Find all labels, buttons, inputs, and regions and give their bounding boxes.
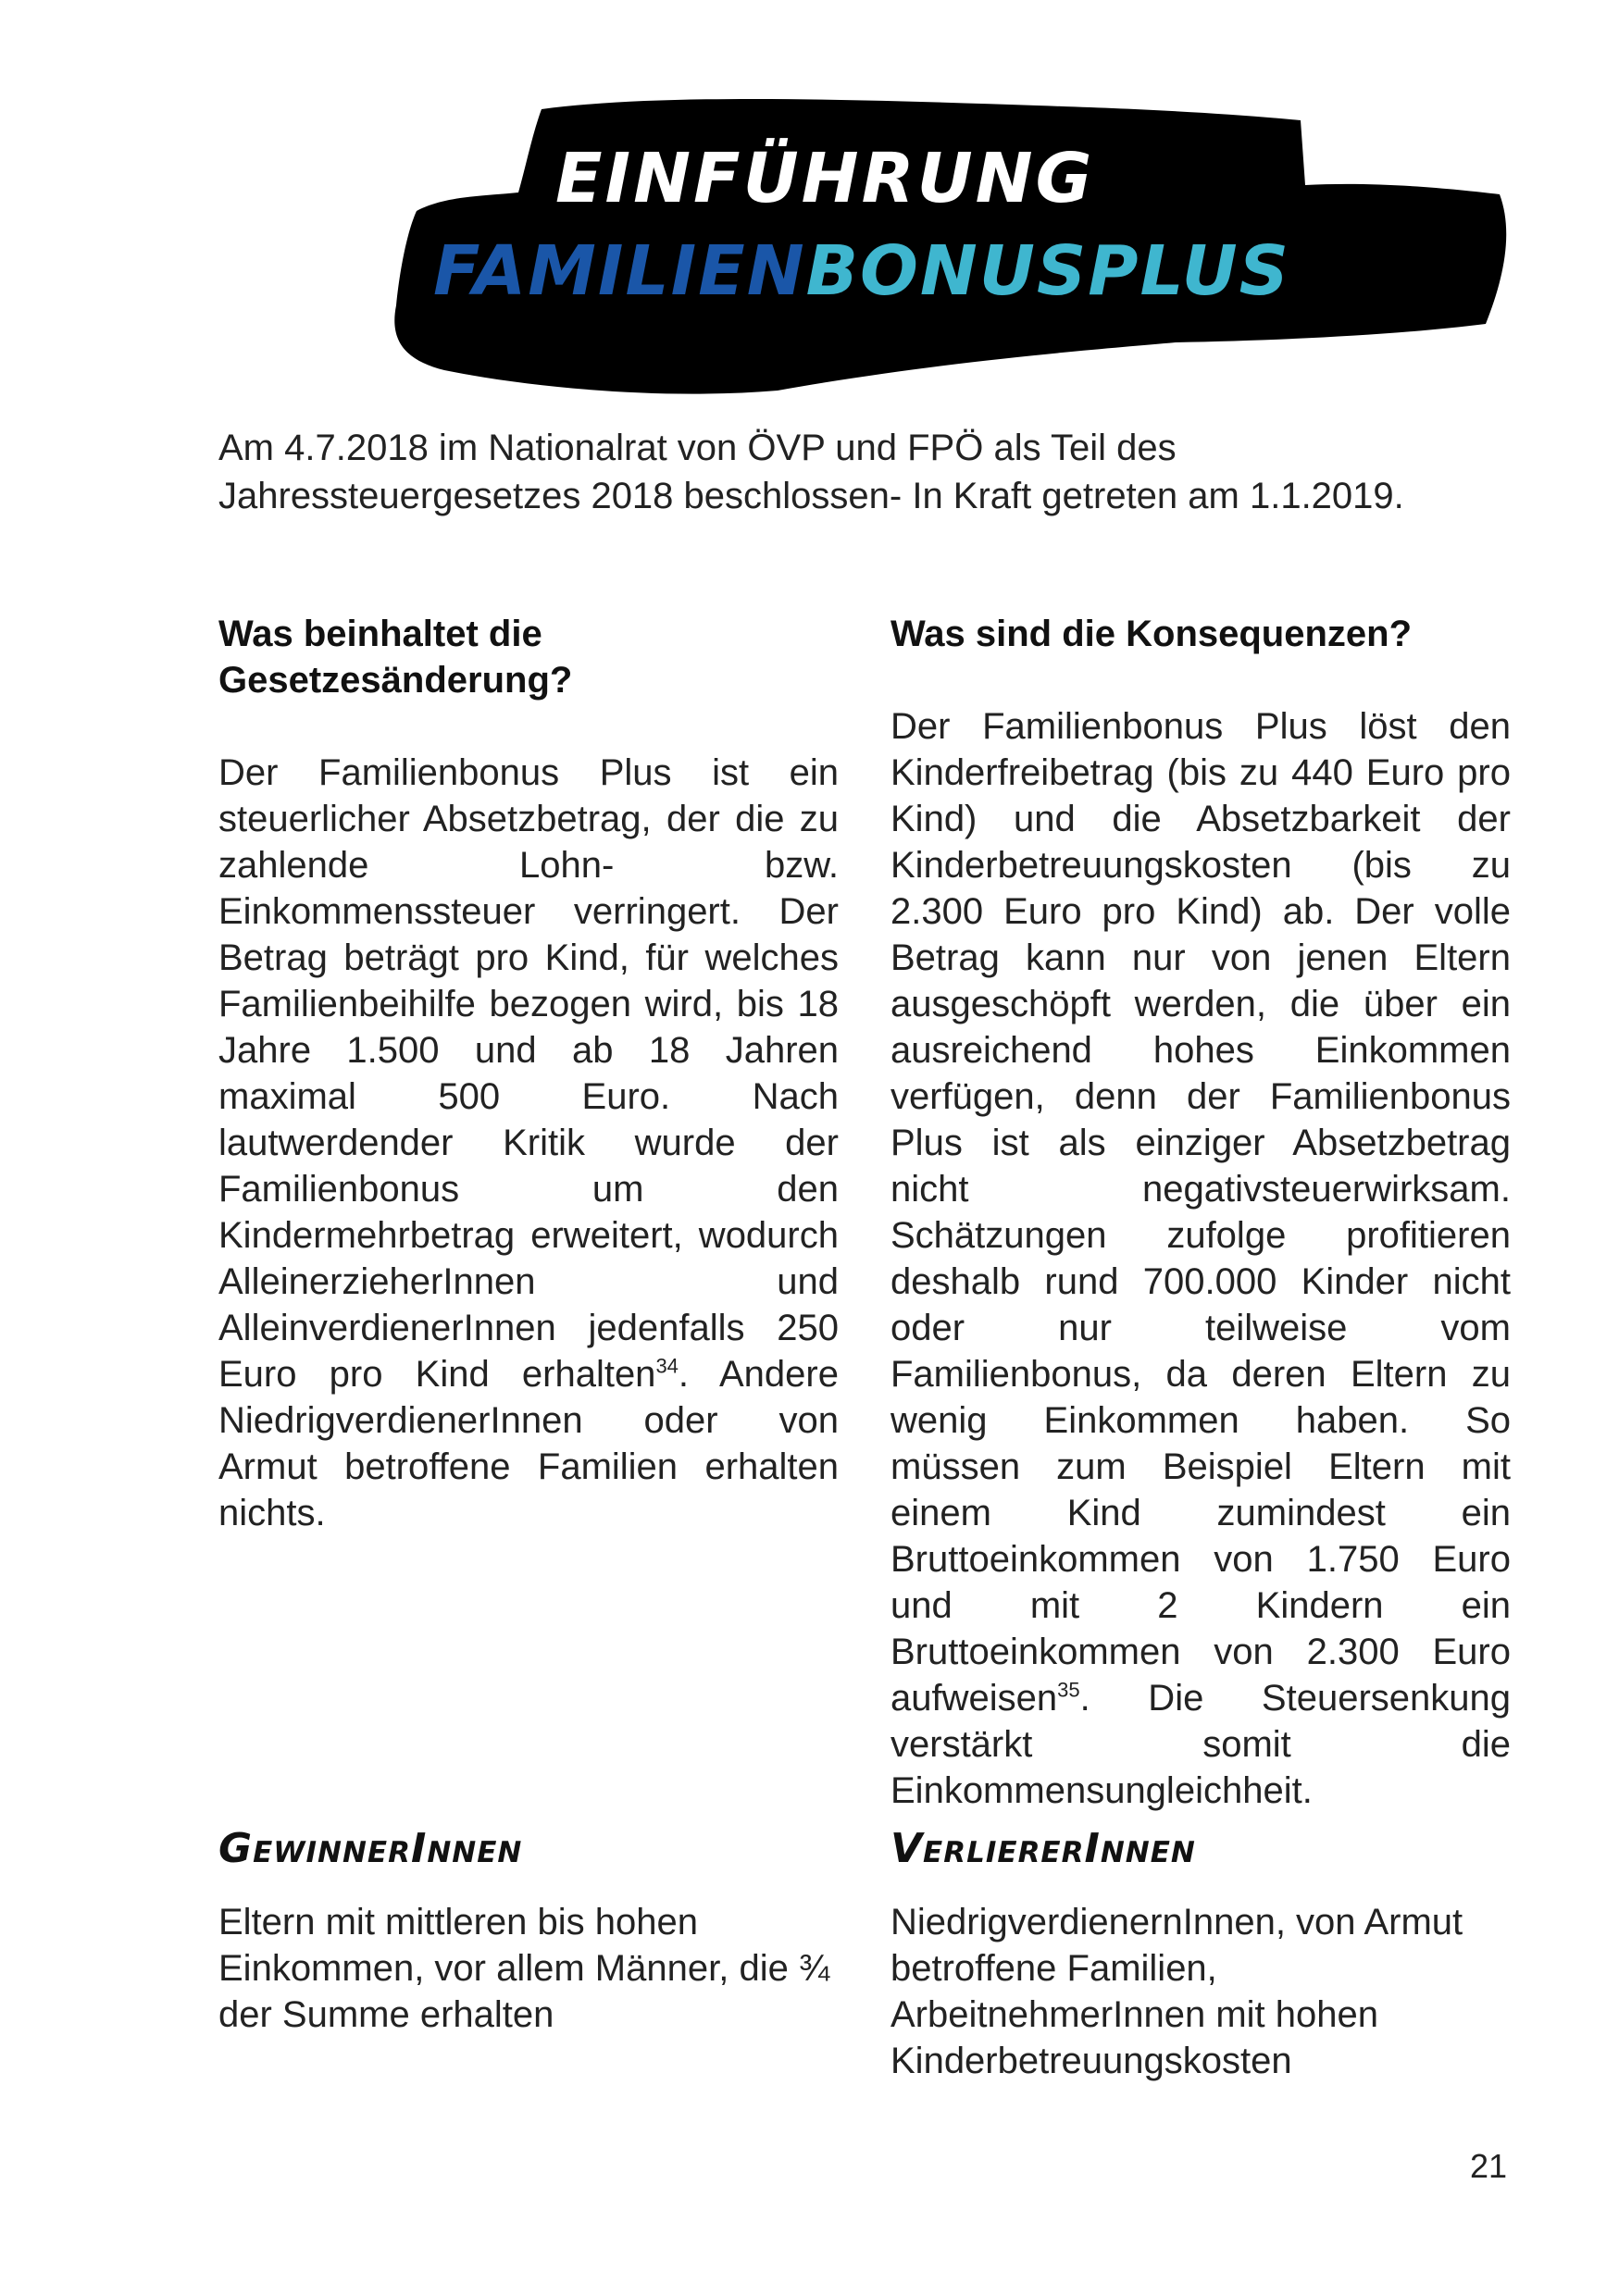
right-column	[890, 611, 1511, 1814]
left-body-text: Der Familienbonus Plus ist ein steuerlicher Absetzbetrag, der die zu zahlende Lohn- bzw. Einkommenssteuer verringert. Der Betrag beträgt pro Kind, für welches Familienbeihilfe bezogen wird, bis 18 Jahre 1.500 und ab 18 Jahren maximal 500 Euro. Nach lautwerdender Kritik wurde der Familienbonus um den Kindermehrbetrag erweitert, wodurch AlleinerzieherInnen und AlleinverdienerInnen jedenfalls 250 Euro pro Kind erhalten	[218, 752, 839, 1395]
left-column-heading: Was beinhaltet die Gesetzesänderung?	[218, 614, 573, 701]
title-line-2	[433, 231, 1359, 311]
left-column-body	[218, 750, 839, 1536]
right-column-heading: Was sind die Konsequenzen?	[890, 614, 1413, 654]
title-bonusplus: BONUSPLUS	[805, 231, 1290, 311]
losers-heading: VerliererInnen	[890, 1825, 1196, 1872]
footnote-35: 35	[1057, 1678, 1080, 1702]
title-line-1: EINFÜHRUNG	[555, 139, 1095, 218]
right-body-text: Der Familienbonus Plus löst den Kinderfreibetrag (bis zu 440 Euro pro Kind) und die Absetzbarkeit der Kinderbetreuungskosten (bis zu 2.300 Euro pro Kind) ab. Der volle Betrag kann nur von jenen Eltern ausgeschöpft werden, die über ein ausreichend hohes Einkommen verfügen, denn der Familienbonus Plus ist als einziger Absetzbetrag nicht negativsteuerwirksam. Schätzungen zufolge profitieren deshalb rund 700.000 Kinder nicht oder nur teilweise vom Familienbonus, da deren Eltern zu wenig Einkommen haben. So müssen zum Beispiel Eltern mit einem Kind zumindest ein Bruttoeinkommen von 1.750 Euro und mit 2 Kindern ein Bruttoeinkommen von 2.300 Euro aufweisen	[890, 706, 1511, 1719]
left-column	[218, 611, 839, 1536]
losers-text: NiedrigverdienernInnen, von Armut betroffene Familien, ArbeitnehmerInnen mit hohen Kinderbetreuungskosten	[890, 1902, 1463, 2081]
right-column-body	[890, 703, 1511, 1814]
winners-heading: GewinnerInnen	[218, 1825, 523, 1872]
left-body-text-after: . Andere NiedrigverdienerInnen oder von Armut betroffene Familien erhalten nichts.	[218, 1354, 839, 1533]
winners-text: Eltern mit mittleren bis hohen Einkommen, vor allem Männer, die ¾ der Summe erhalten	[218, 1902, 830, 2035]
intro-paragraph: Am 4.7.2018 im Nationalrat von ÖVP und FPÖ als Teil des Jahressteuergesetzes 2018 beschlossen- In Kraft getreten am 1.1.2019.	[218, 428, 1404, 516]
title-familien: FAMILIEN	[433, 231, 806, 311]
footnote-34: 34	[655, 1354, 679, 1378]
right-body-text-after: . Die Steuersenkung verstärkt somit die Einkommensungleichheit.	[890, 1678, 1511, 1811]
page-number: 21	[1469, 2147, 1507, 2185]
